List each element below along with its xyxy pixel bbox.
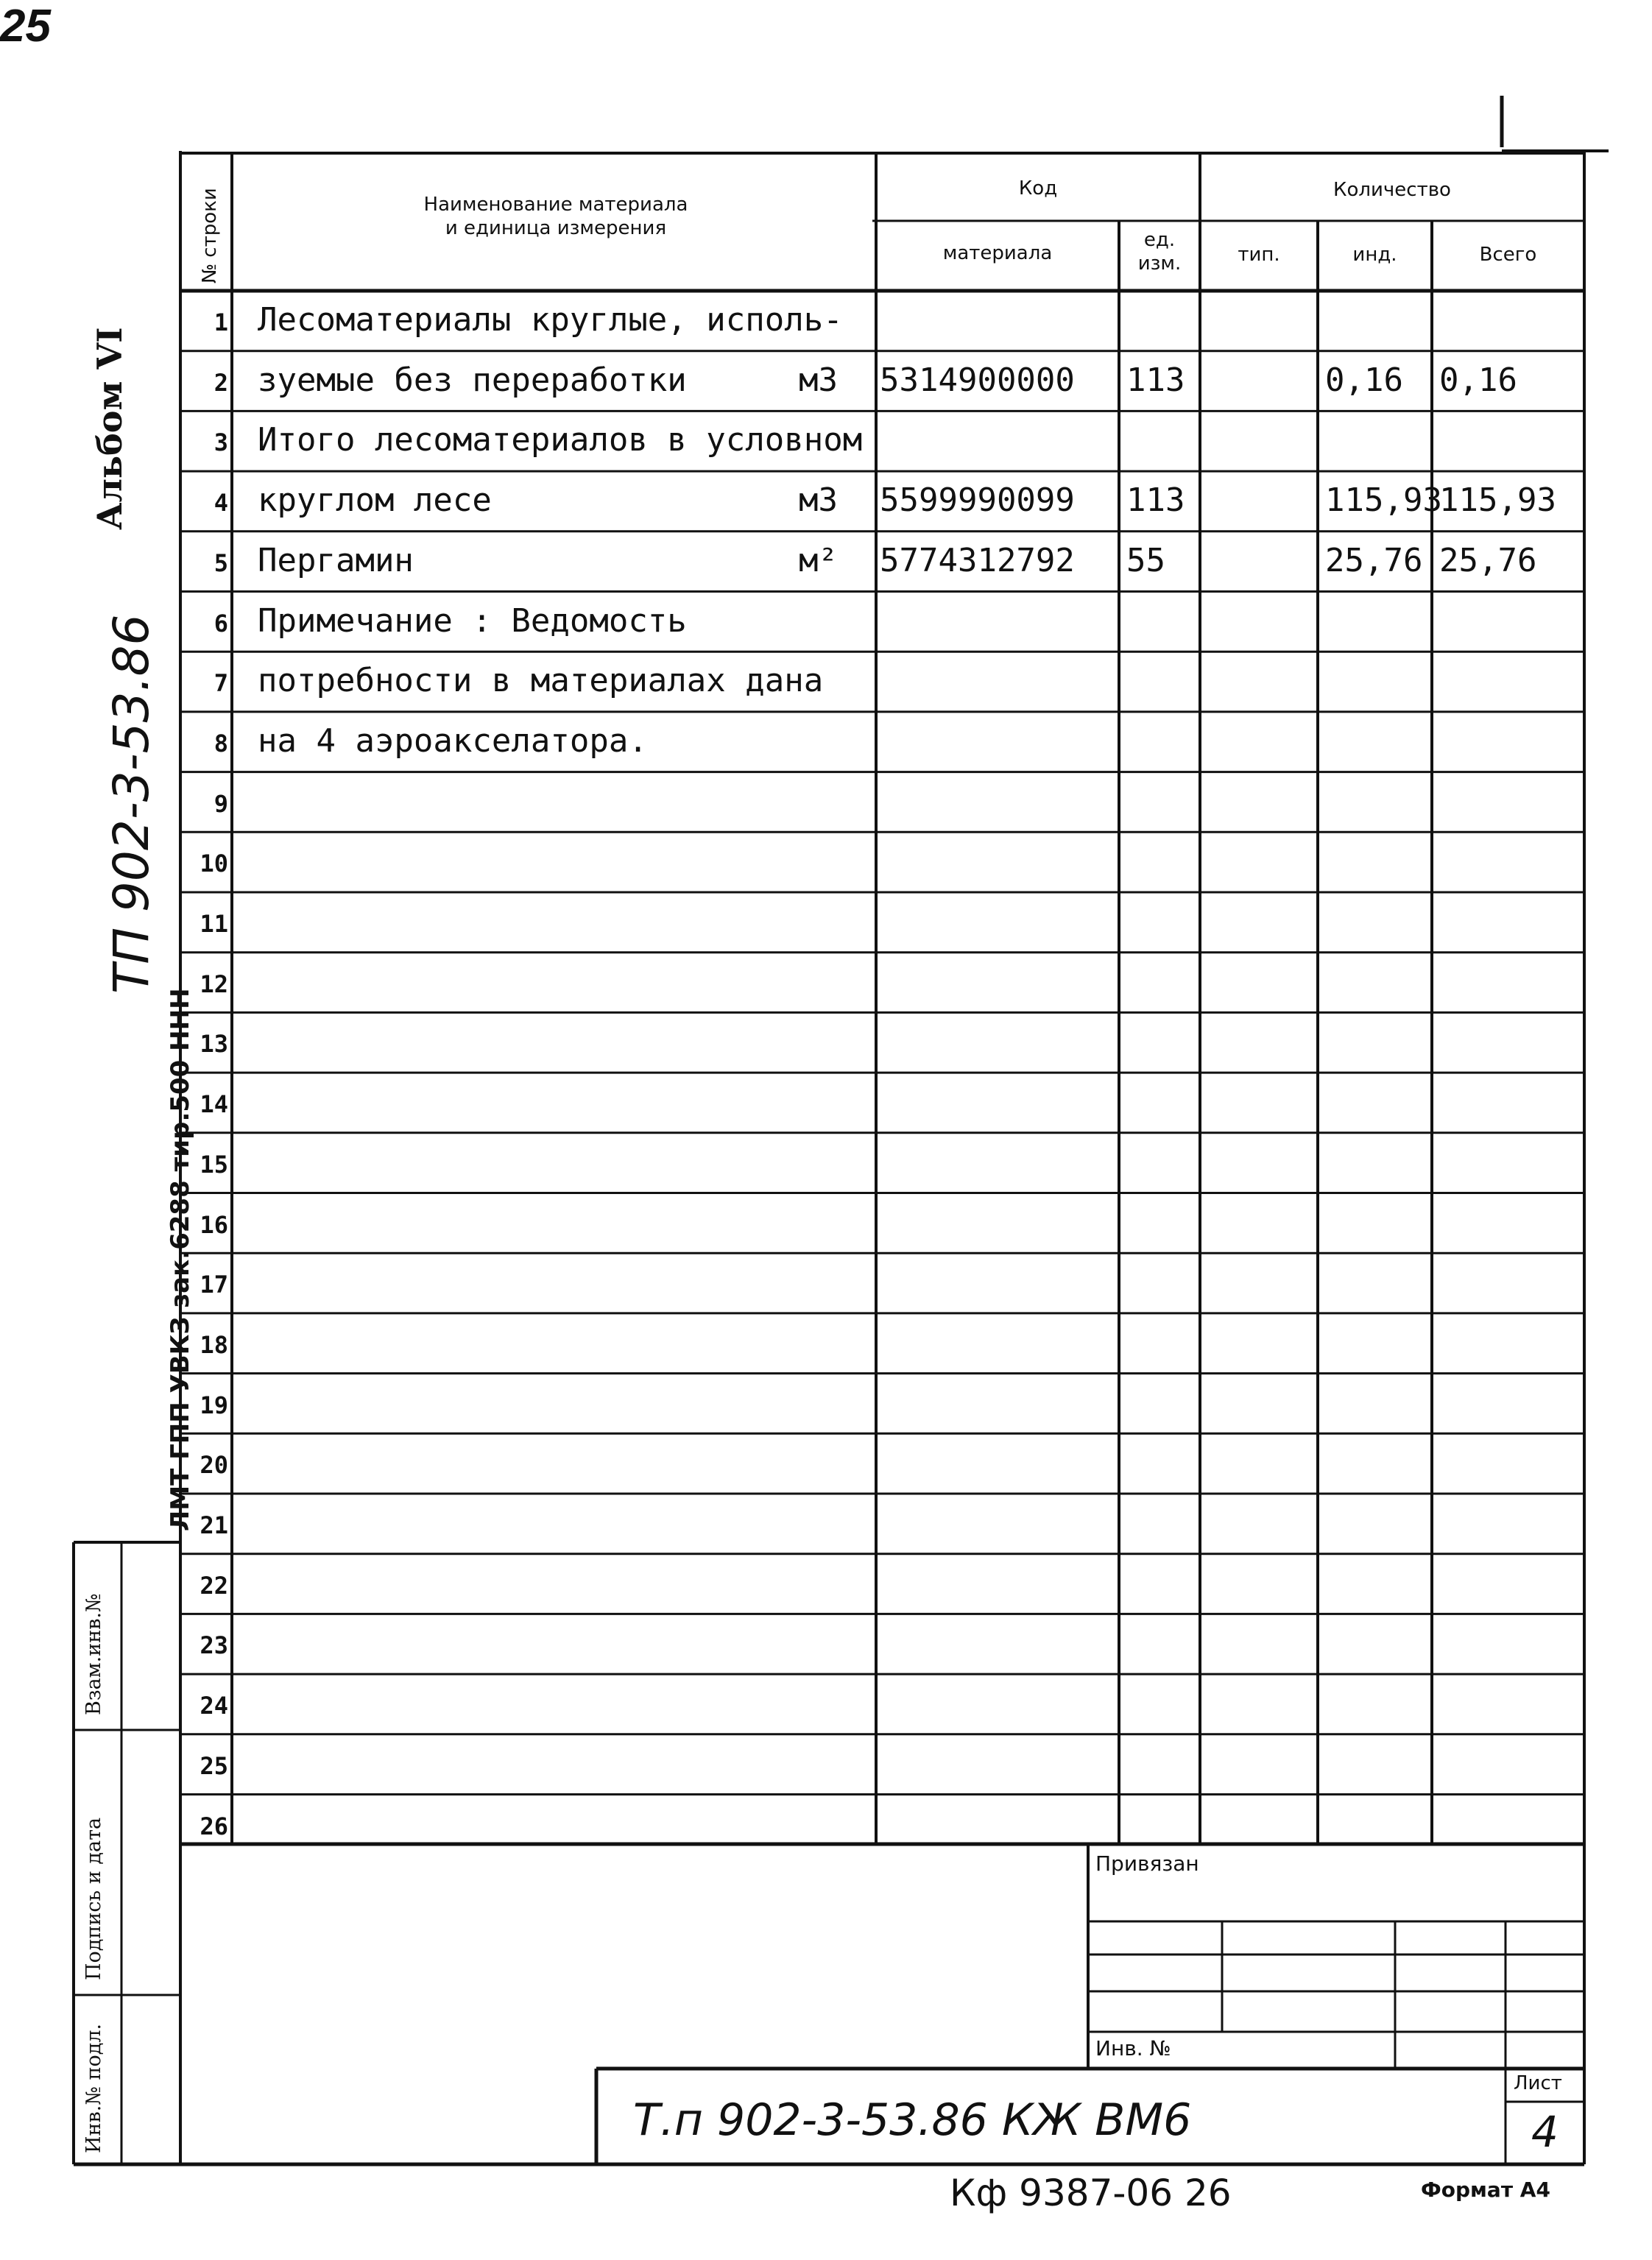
row-number: 4 [213,489,228,518]
row-number: 24 [200,1692,228,1720]
material-code: 5599990099 [880,481,1075,520]
unit-code: 113 [1126,361,1185,399]
row-number: 20 [200,1451,228,1480]
header-code: Код [1018,177,1058,199]
qty-ind: 25,76 [1325,541,1423,579]
privyazan-label: Привязан [1095,1851,1199,1876]
material-name: Пергамин [258,541,414,579]
row-number: 15 [200,1150,228,1179]
row-number: 1 [213,308,228,336]
material-name: на 4 аэроакселатора. [258,721,648,760]
header-unit: ед. изм. [1137,229,1182,275]
row-number: 23 [200,1631,228,1660]
row-number: 13 [200,1030,228,1059]
qty-ind: 0,16 [1325,361,1403,399]
material-unit-name: м² [799,541,838,579]
qty-ind: 115,93 [1325,481,1442,520]
row-number: 26 [200,1812,228,1840]
unit-code: 113 [1126,481,1185,520]
row-number: 19 [200,1391,228,1419]
material-code: 5774312792 [880,541,1075,579]
row-number: 7 [213,669,228,698]
header-typ: тип. [1238,244,1280,266]
row-number: 6 [213,609,228,638]
row-number: 17 [200,1271,228,1299]
row-number: 8 [213,729,228,758]
format-label: Формат А4 [1421,2178,1550,2202]
row-number: 5 [213,548,228,577]
header-material: материала [942,242,1053,264]
row-number: 16 [200,1210,228,1239]
album-label: Альбом VI [90,327,130,530]
project-code-margin: ТП 902-3-53.86 [103,614,160,994]
row-number: 12 [200,970,228,998]
material-name: Лесоматериалы круглые, исполь- [258,301,843,339]
material-name: зуемые без переработки [258,361,687,399]
material-name: Итого лесоматериалов в условном [258,421,863,459]
sheet-label: Лист [1514,2072,1562,2094]
order-number: Кф 9387-06 26 [950,2172,1232,2214]
print-info: ЛМТ ГПП УВКЗ зак.6288 тир.500 ННН [166,988,195,1531]
designation: Т.п 902-3-53.86 КЖ ВМ6 [633,2094,1192,2146]
qty-total: 0,16 [1439,361,1517,399]
material-name: потребности в материалах дана [258,662,824,700]
row-number: 11 [200,910,228,938]
material-code: 5314900000 [880,361,1075,399]
unit-code: 55 [1126,541,1165,579]
sheet-number: 25 [0,1,51,52]
header-row-no: № строки [199,188,221,283]
row-number: 25 [200,1751,228,1780]
header-quantity: Количество [1333,179,1451,201]
row-number: 3 [213,428,228,457]
row-number: 9 [213,789,228,818]
stamp-podpis-data: Подпись и дата [82,1817,105,1980]
header-name: Наименование материала и единица измерения [423,194,688,239]
row-number: 2 [213,368,228,397]
material-unit-name: м3 [799,361,838,399]
row-number: 18 [200,1330,228,1359]
sheet-value: 4 [1531,2107,1559,2157]
row-number: 22 [200,1571,228,1600]
qty-total: 25,76 [1439,541,1537,579]
inv-no-label: Инв. № [1095,2036,1171,2061]
qty-total: 115,93 [1439,481,1556,520]
row-number: 14 [200,1090,228,1119]
stamp-vzam-inv: Взам.инв.№ [82,1593,105,1715]
row-number: 21 [200,1511,228,1539]
material-unit-name: м3 [799,481,838,520]
header-total: Всего [1479,244,1537,266]
header-ind: инд. [1352,244,1397,266]
row-number: 10 [200,850,228,878]
material-name: Примечание : Ведомость [258,601,687,640]
stamp-inv-podl: Инв.№ подл. [82,2023,105,2153]
material-name: круглом лесе [258,481,492,520]
